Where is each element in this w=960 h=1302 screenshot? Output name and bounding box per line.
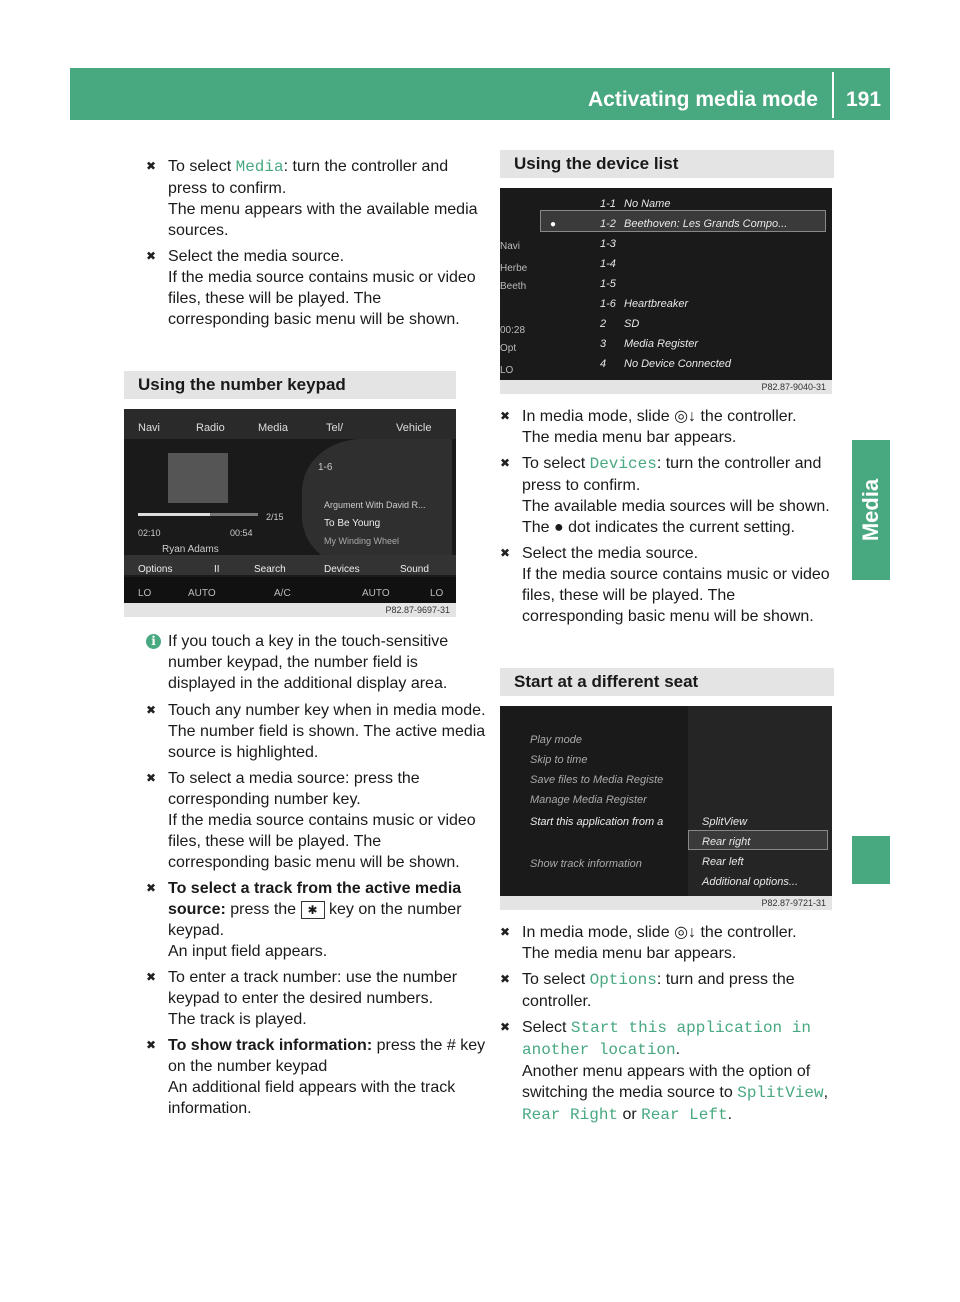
step-select-media: ✖ To select Media: turn the controller and press to confirm. The menu appears with the available media sources. <box>146 156 486 241</box>
step-select-source: ✖ Select the media source. If the media source contains music or video files, these will be played. The corresponding basic menu will be shown. <box>146 246 486 330</box>
left-column <box>138 156 486 1124</box>
step-start-application: ✖ Select Start this application in another location. Another menu appears with the option of switching the media source to SplitView, Rear Right or Rear Left. <box>500 1017 834 1126</box>
section-heading-device-list: Using the device list <box>500 150 834 178</box>
start-keyword: Start this application in another location <box>522 1019 811 1059</box>
progress-track <box>138 513 258 516</box>
step-slide-controller-2: ✖ In media mode, slide ◎↓ the controller. The media menu bar appears. <box>500 922 834 964</box>
step-enter-track: ✖ To enter a track number: use the number keypad to enter the desired numbers. The track is played. <box>146 967 486 1030</box>
devices-keyword: Devices <box>589 455 657 473</box>
seat-caption: P82.87-9721-31 <box>500 896 832 910</box>
step-select-source-2: ✖ Select the media source. If the media source contains music or video files, these will be played. The corresponding basic menu will be shown. <box>500 543 834 627</box>
options-keyword: Options <box>589 971 657 989</box>
seat-screenshot: Play mode Skip to time Save files to Media Registe Manage Media Register Start this application from a Show track information SplitView Rear right Rear left Additional options... <box>500 706 832 896</box>
progress-fill <box>138 513 210 516</box>
album-art <box>168 453 228 503</box>
keypad-screenshot: Navi Radio Media Tel/ Vehicle 1-6 Argument With David R... To Be Young My Winding Wheel 2/15 02:10 00:54 Ryan Adams Options II Search Devices Sound LO AUTO A/C AUTO LO <box>124 409 456 603</box>
step-select-devices: ✖ To select Devices: turn the controller and press to confirm. The available media sources will be shown. The ● dot indicates the current setting. <box>500 453 834 538</box>
header-divider <box>832 72 834 118</box>
info-icon: i <box>146 634 161 649</box>
info-note: i If you touch a key in the touch-sensitive number keypad, the number field is displayed in the additional display area. <box>146 631 486 694</box>
step-touch-key: ✖ Touch any number key when in media mode. The number field is shown. The active media source is highlighted. <box>146 700 486 763</box>
side-marker <box>852 836 890 884</box>
star-key-icon: ✱ <box>301 901 325 919</box>
section-heading-keypad: Using the number keypad <box>124 371 456 399</box>
page-title: Activating media mode <box>588 88 818 111</box>
splitview-keyword: SplitView <box>737 1084 824 1102</box>
step-select-via-key: ✖ To select a media source: press the corresponding number key. If the media source contains music or video files, these will be played. The corresponding basic menu will be shown. <box>146 768 486 873</box>
keypad-nav-bar: Navi Radio Media Tel/ Vehicle <box>124 409 456 439</box>
device-list-screenshot: Navi Herbe Beeth 00:28 Opt LO ● 1-1 No Name 1-2 Beethoven: Les Grands Compo... 1-3 1-4 1-5 1-6 Heartbreaker 2 SD 3 Media Register 4 No Device Connected <box>500 188 832 380</box>
step-select-track: ✖ To select a track from the active media source: press the ✱ key on the number keypad. An input field appears. <box>146 878 486 962</box>
section-heading-different-seat: Start at a different seat <box>500 668 834 696</box>
active-dot-icon: ● <box>550 219 557 230</box>
section-side-label: Media <box>858 478 883 542</box>
step-slide-controller: ✖ In media mode, slide ◎↓ the controller. The media menu bar appears. <box>500 406 834 448</box>
right-column <box>500 150 834 1131</box>
rear-left-keyword: Rear Left <box>641 1106 728 1124</box>
step-select-options: ✖ To select Options: turn and press the controller. <box>500 969 834 1012</box>
climate-bar: LO AUTO A/C AUTO LO <box>124 577 456 603</box>
step-show-info: ✖ To show track information: press the # key on the number keypad An additional field appears with the track information. <box>146 1035 486 1119</box>
media-keyword: Media <box>235 158 284 176</box>
keypad-caption: P82.87-9697-31 <box>124 603 456 617</box>
page-number: 191 <box>846 88 882 111</box>
rear-right-keyword: Rear Right <box>522 1106 619 1124</box>
device-list-caption: P82.87-9040-31 <box>500 380 832 394</box>
keypad-bottom-bar: Options II Search Devices Sound <box>124 555 456 575</box>
